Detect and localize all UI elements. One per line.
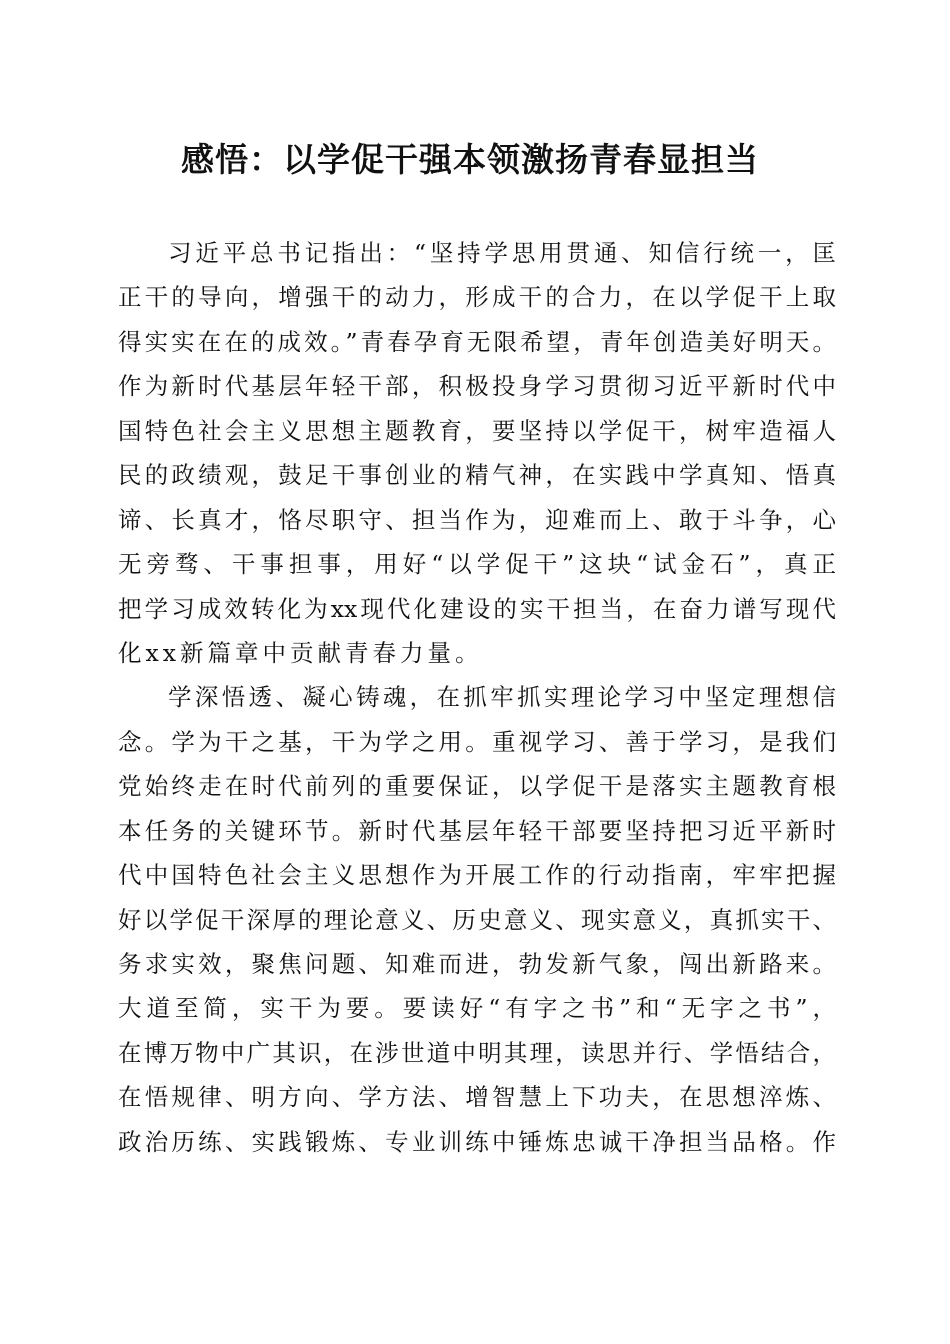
text-line: 念。学为干之基，干为学之用。重视学习、善于学习，是我们 [118, 727, 836, 756]
text-line: 好以学促干深厚的理论意义、历史意义、现实意义，真抓实干、 [118, 905, 836, 934]
text-line: 在悟规律、明方向、学方法、增智慧上下功夫，在思想淬炼、 [118, 1083, 836, 1112]
text-line: 把学习成效转化为xx现代化建设的实干担当，在奋力谱写现代 [118, 594, 836, 623]
text-line: 正干的导向，增强干的动力，形成干的合力，在以学促干上取 [118, 283, 836, 312]
text-line: 化xx新篇章中贡献青春力量。 [118, 638, 483, 667]
text-line: 党始终走在时代前列的重要保证，以学促干是落实主题教育根 [118, 772, 836, 801]
text-line: 无旁骛、干事担事，用好“以学促干”这块“试金石”，真正 [118, 550, 836, 579]
text-line: 本任务的关键环节。新时代基层年轻干部要坚持把习近平新时 [118, 816, 836, 845]
text-line: 作为新时代基层年轻干部，积极投身学习贯彻习近平新时代中 [118, 372, 836, 401]
text-line: 大道至简，实干为要。要读好“有字之书”和“无字之书”， [118, 994, 836, 1023]
text-line: 在博万物中广其识，在涉世道中明其理，读思并行、学悟结合， [118, 1038, 836, 1067]
text-line: 谛、长真才，恪尽职守、担当作为，迎难而上、敢于斗争，心 [118, 505, 836, 534]
text-line: 民的政绩观，鼓足干事创业的精气神，在实践中学真知、悟真 [118, 461, 836, 490]
text-line: 得实实在在的成效。”青春孕育无限希望，青年创造美好明天。 [118, 327, 836, 356]
text-line: 务求实效，聚焦问题、知难而进，勃发新气象，闯出新路来。 [118, 950, 836, 978]
text-line: 国特色社会主义思想主题教育，要坚持以学促干，树牢造福人 [118, 416, 836, 445]
document-body [118, 231, 836, 1164]
document-title: 感悟：以学促干强本领激扬青春显担当 [181, 140, 759, 179]
text-line: 政治历练、实践锻炼、专业训练中锤炼忠诚干净担当品格。作 [118, 1127, 836, 1156]
text-line: 学深悟透、凝心铸魂，在抓牢抓实理论学习中坚定理想信 [168, 683, 836, 712]
text-line: 习近平总书记指出：“坚持学思用贯通、知信行统一，匡 [168, 239, 836, 267]
text-line: 代中国特色社会主义思想作为开展工作的行动指南，牢牢把握 [118, 861, 836, 890]
paragraph-2 [118, 675, 836, 1164]
paragraph-1 [118, 231, 836, 675]
